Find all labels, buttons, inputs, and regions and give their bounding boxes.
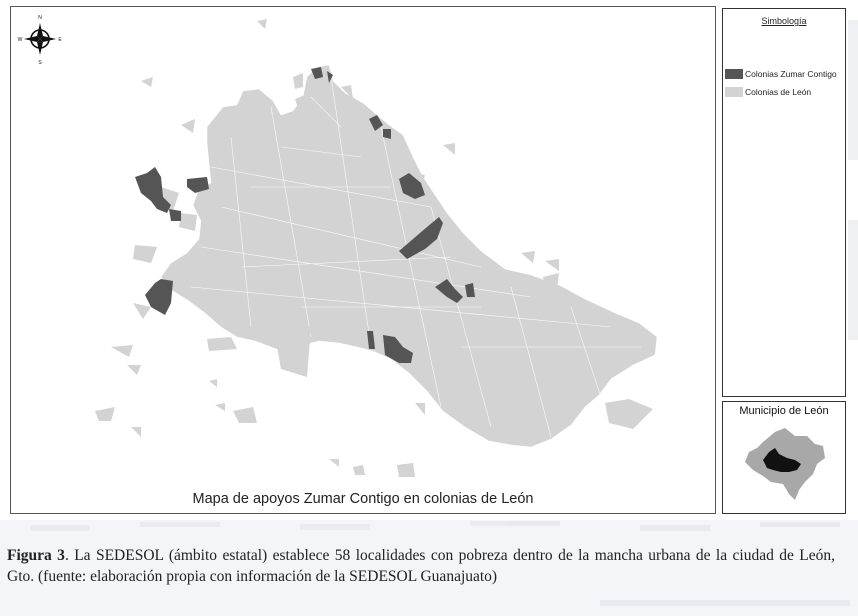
legend-swatch-zumar <box>725 69 743 79</box>
legend-label-zumar: Colonias Zumar Contigo <box>745 69 837 79</box>
inset-title: Municipio de León <box>739 405 829 417</box>
inset-map <box>723 402 845 513</box>
figure-caption <box>7 546 835 587</box>
leon-map <box>11 7 715 513</box>
compass-e: E <box>58 37 62 43</box>
map-title: Mapa de apoyos Zumar Contigo en colonias de León <box>192 491 534 507</box>
compass-n: N <box>38 15 42 21</box>
compass-s: S <box>38 60 42 66</box>
caption-label: Figura 3 <box>7 547 65 564</box>
legend-item-leon <box>725 86 811 98</box>
caption-text: . La SEDESOL (ámbito estatal) establece 58 localidades con pobreza dentro de la mancha urbana de la ciudad de León, Gto. (fuente: elaboración propia con información de la SEDESOL Guanajuato) <box>7 547 835 585</box>
legend-item-zumar <box>725 68 837 80</box>
compass-w: W <box>17 37 23 43</box>
legend-label-leon: Colonias de León <box>745 87 812 97</box>
inset-panel <box>722 401 846 514</box>
legend-panel <box>722 8 846 397</box>
compass-rose <box>18 15 63 66</box>
map-frame <box>10 6 716 514</box>
legend-title: Simbología <box>761 16 807 26</box>
legend-swatch-leon <box>725 87 743 97</box>
